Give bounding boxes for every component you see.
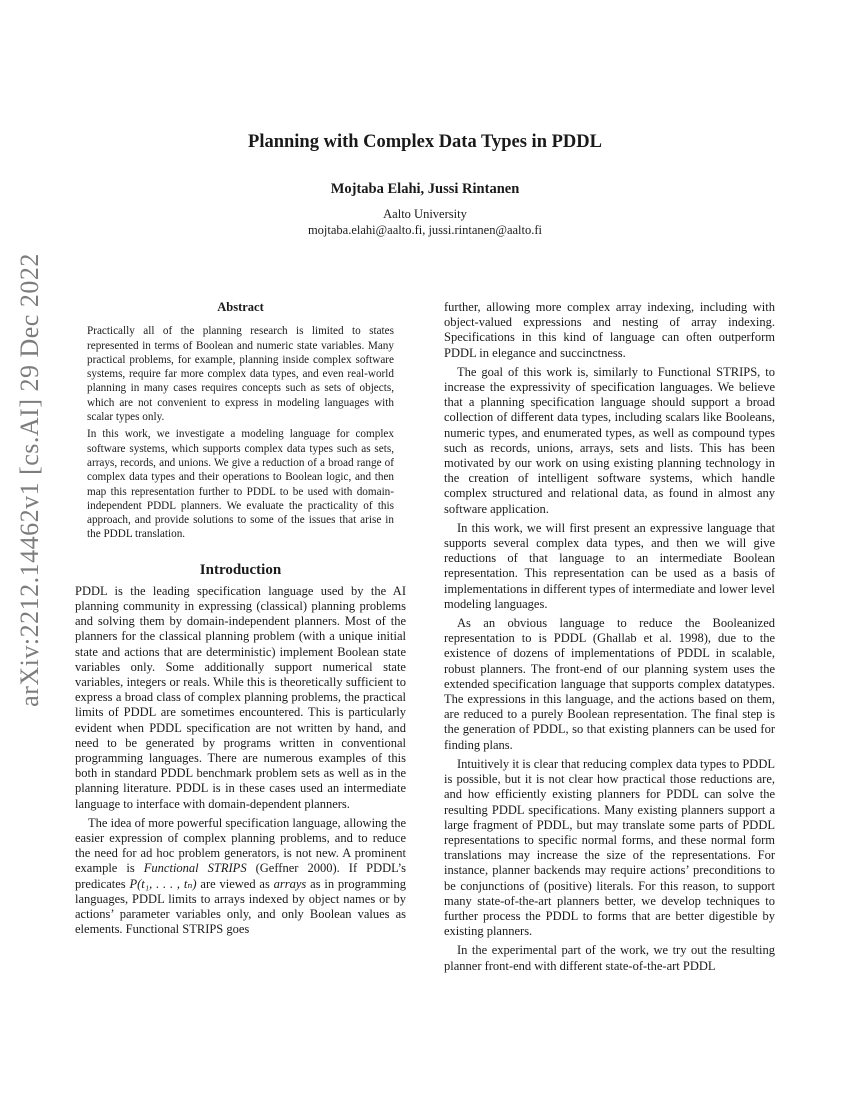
abstract-heading: Abstract bbox=[217, 300, 264, 314]
intro-p2-text-b: (Geffner 2000). If PDDL’s predicates bbox=[75, 861, 406, 891]
abstract-section bbox=[75, 300, 406, 542]
intro-p2-text-a: The idea of more powerful specification language, allowing the easier expression of complex planning problems, and to reduce the need for ad hoc problem generators, is not new. A prominent example is bbox=[75, 815, 406, 876]
intro-paragraph-1: PDDL is the leading specification language used by the AI planning community in expressing (classical) planning problems and solving them by domain-independent planners. Most of the planners for the classical planning problem (with a unique initial state and actions that are deterministic) implement Boolean state variables only. Some additionally support numerical state variables, integers or reals. While this is theoretically sufficient to express a broad class of complex planning problems, the practical limits of PDDL are sometimes encountered. This is particularly evident when PDDL specification are not written by hand, and need to be generated by programs written in conventional programming languages. There are numerous examples of this both in standard PDDL benchmark problem sets as well as in the planning literature. PDDL is in these cases used an intermediate language to interface with domain-dependent planners. bbox=[75, 583, 406, 811]
abstract-paragraph-1: Practically all of the planning research is limited to states represented in terms of Boolean and numeric state variables. Many practical problems, for example, planning inside complex software systems, require far more complex data types, and even real-world planning in many cases requires concepts such as sets of objects, which are not convenient to express in modeling languages with scalar types only. bbox=[87, 325, 394, 424]
abstract-paragraph-2: In this work, we investigate a modeling language for complex software systems, which supports complex data types such as sets, arrays, records, and unions. We give a reduction of a broad range of complex data types and their operations to Boolean logic, and then map this representation further to PDDL to be used with domain-independent PDDL planners. We evaluate the practicality of this approach, and provide solutions to some of the issues that arise in the PDDL translation. bbox=[87, 428, 394, 541]
right-paragraph-1: further, allowing more complex array indexing, including with object-valued expressions and nesting of array indexing. Specifications in this kind of language can often outperform PDDL in elegance and succinctness. bbox=[444, 300, 775, 360]
right-column-body bbox=[444, 300, 775, 974]
left-column bbox=[75, 300, 406, 941]
author-list: Mojtaba Elahi, Jussi Rintanen bbox=[330, 181, 520, 197]
author-emails: mojtaba.elahi@aalto.fi, jussi.rintanen@aalto.fi bbox=[307, 223, 543, 237]
right-paragraph-4: As an obvious language to reduce the Booleanized representation to is PDDL (Ghallab et al. 1998), due to the existence of dozens of implementations of PDDL in scalable, robust planners. The front-end of our planning system uses the extended specification language that supports complex datatypes. The expressions in this language, and the actions based on them, are reduced to a purely Boolean representation. The final step is the generation of PDDL, so that existing planners can be used for finding plans. bbox=[444, 616, 775, 752]
paper-title: Planning with Complex Data Types in PDDL bbox=[248, 132, 602, 152]
arxiv-identifier-text: arXiv:2212.14462v1 [cs.AI] 29 Dec 2022 bbox=[15, 253, 44, 707]
introduction-heading: Introduction bbox=[199, 561, 282, 578]
right-paragraph-3: In this work, we will first present an expressive language that supports several complex data types, and then we will give reductions of that language to an intermediate Boolean representation. This representation can be used as a basis of implementations in different types of intermediate and lower level modeling languages. bbox=[444, 520, 775, 611]
intro-p2-text-c: are viewed as bbox=[196, 876, 274, 891]
predicate-math: P(t₁, . . . , tₙ) bbox=[129, 876, 197, 891]
right-paragraph-2: The goal of this work is, similarly to Functional STRIPS, to increase the expressivity of specification languages. We believe that a planning specification language should support a broad collection of different data types, including scalars like Booleans, numeric types, and enumerated types, as well as compound types such as records, unions, arrays, sets and lists. This has been motivated by our work on using existing planning technology in the creation of intelligent software systems, which handle complex structured and relational data, as found in almost any software application. bbox=[444, 364, 775, 516]
right-paragraph-6: In the experimental part of the work, we try out the resulting planner front-end with different state-of-the-art PDDL bbox=[444, 943, 775, 973]
introduction-body bbox=[75, 584, 406, 938]
affiliation: Aalto University bbox=[383, 207, 467, 221]
intro-p2-text-d: as in programming languages, PDDL limits to arrays indexed by object names or by actions’ parameter variables only, and only Boolean values as elements. Functional STRIPS goes bbox=[75, 876, 406, 937]
right-column bbox=[444, 300, 775, 978]
arrays-term: arrays bbox=[273, 876, 307, 891]
right-paragraph-5: Intuitively it is clear that reducing complex data types to PDDL is possible, but it is not clear how practical those reductions are, and how efficiently existing planners for PDDL can solve the resulting PDDL specifications. Many existing planners support a large fragment of PDDL, but may translate some parts of PDDL representations to specific normal forms, and these normal form translations may increase the size of the representations. For instance, planner backends may require actions’ preconditions to be conjunctions of (positive) literals. For this reason, to support many state-of-the-art planners better, we develop techniques to further process the PDDL to forms that are better digestible by existing planners. bbox=[444, 756, 775, 939]
arxiv-identifier-stamp bbox=[10, 253, 50, 707]
functional-strips-term: Functional STRIPS bbox=[143, 861, 247, 876]
intro-paragraph-2 bbox=[75, 816, 406, 938]
